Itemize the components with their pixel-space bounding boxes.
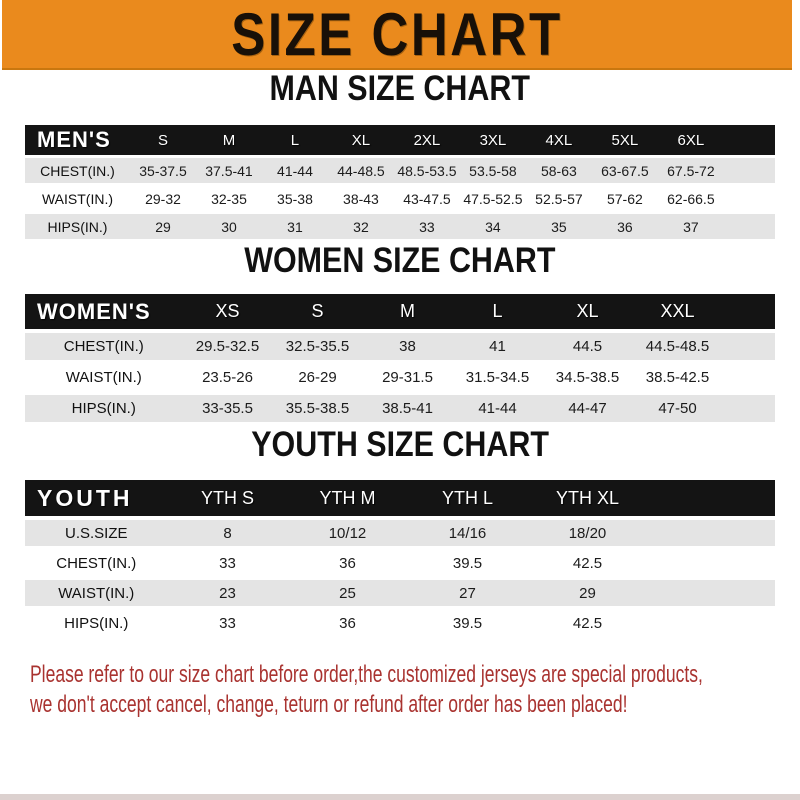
women-row-label: CHEST(IN.): [63, 338, 144, 355]
youth-size-cell: 23: [219, 584, 236, 602]
size-chart-banner: [2, 0, 792, 70]
youth-size-cell: 39.5: [452, 614, 483, 632]
women-row-filler: [723, 364, 776, 391]
women-header-filler: [723, 294, 776, 329]
men-size-cell: 29-32: [145, 190, 181, 207]
women-row-label: WAIST(IN.): [65, 369, 142, 386]
men-size-column-header: S: [157, 131, 168, 149]
women-size-column-header: S: [311, 301, 324, 321]
women-size-column-header: XXL: [660, 301, 695, 321]
women-size-cell: 23.5-26: [202, 369, 253, 386]
youth-size-cell: 10/12: [328, 524, 367, 542]
youth-header-filler: [648, 480, 776, 516]
youth-size-cell: 14/16: [448, 524, 487, 542]
man-section-heading: [0, 70, 800, 108]
men-size-column-header: M: [222, 131, 236, 149]
youth-row-label: HIPS(IN.): [64, 614, 129, 632]
youth-size-column-header: YTH S: [200, 487, 254, 508]
women-size-cell: 44.5: [572, 338, 603, 355]
men-size-cell: 38-43: [343, 190, 379, 207]
women-corner-label: WOMEN'S: [37, 298, 151, 324]
youth-row-label: CHEST(IN.): [56, 554, 137, 572]
youth-row-filler: [648, 610, 776, 636]
youth-section-heading-text: YOUTH SIZE CHART: [251, 425, 549, 464]
youth-table-row: [25, 550, 775, 576]
men-size-cell: 62-66.5: [667, 190, 715, 207]
women-size-column-header: XL: [576, 301, 599, 321]
women-size-column-header: L: [492, 301, 503, 321]
youth-size-cell: 25: [339, 584, 356, 602]
men-header-row: [25, 125, 775, 155]
women-row-filler: [723, 395, 776, 422]
men-size-cell: 29: [155, 218, 171, 235]
youth-row-filler: [648, 550, 776, 576]
youth-size-table: [25, 476, 775, 640]
men-row-filler: [724, 214, 775, 239]
men-size-column-header: 6XL: [677, 131, 705, 149]
women-size-cell: 35.5-38.5: [285, 400, 350, 417]
men-row-label: WAIST(IN.): [41, 190, 114, 207]
women-size-table: [25, 290, 775, 426]
men-size-cell: 32: [353, 218, 369, 235]
men-corner-label: MEN'S: [37, 127, 111, 152]
youth-size-cell: 27: [459, 584, 476, 602]
men-size-cell: 32-35: [211, 190, 247, 207]
men-size-cell: 67.5-72: [667, 162, 715, 179]
men-table-row: [25, 158, 775, 183]
youth-header-row: [25, 480, 775, 516]
women-size-cell: 44-47: [568, 400, 607, 417]
youth-row-filler: [648, 520, 776, 546]
youth-size-cell: 36: [339, 614, 356, 632]
man-section-heading-text: MAN SIZE CHART: [269, 69, 531, 108]
youth-size-cell: 8: [223, 524, 232, 542]
men-size-cell: 63-67.5: [601, 162, 649, 179]
men-size-cell: 31: [287, 218, 303, 235]
men-size-cell: 58-63: [540, 162, 577, 179]
women-size-cell: 32.5-35.5: [285, 338, 350, 355]
women-size-cell: 31.5-34.5: [465, 369, 530, 386]
women-row-label: HIPS(IN.): [71, 400, 136, 417]
men-size-column-header: 4XL: [545, 131, 573, 149]
order-notice-line-1: Please refer to our size chart before order,the customized jerseys are special products,: [30, 661, 703, 688]
youth-size-column-header: YTH XL: [555, 487, 620, 508]
women-size-cell: 41-44: [478, 400, 517, 417]
youth-size-cell: 29: [579, 584, 596, 602]
youth-table-row: [25, 610, 775, 636]
women-table-row: [25, 364, 775, 391]
youth-corner-label: YOUTH: [37, 484, 133, 511]
women-size-cell: 47-50: [658, 400, 697, 417]
women-size-cell: 29.5-32.5: [195, 338, 260, 355]
men-size-cell: 36: [617, 218, 633, 235]
men-table-row: [25, 186, 775, 211]
youth-size-column-header: YTH M: [319, 487, 376, 508]
men-size-cell: 33: [419, 218, 435, 235]
youth-row-label: U.S.SIZE: [64, 524, 128, 542]
bottom-edge-bar: [0, 794, 800, 800]
men-table-row: [25, 214, 775, 239]
women-table-row: [25, 333, 775, 360]
youth-section-heading: [0, 426, 800, 464]
women-size-column-header: M: [400, 301, 415, 321]
men-size-cell: 48.5-53.5: [397, 162, 457, 179]
men-size-cell: 35-38: [277, 190, 313, 207]
order-notice-line-2: we don't accept cancel, change, teturn or refund after order has been placed!: [30, 691, 628, 718]
men-size-cell: 37: [683, 218, 699, 235]
men-size-cell: 47.5-52.5: [463, 190, 523, 207]
women-row-filler: [723, 333, 776, 360]
men-size-column-header: 2XL: [413, 131, 441, 149]
men-row-label: HIPS(IN.): [47, 218, 108, 235]
women-size-cell: 44.5-48.5: [645, 338, 710, 355]
women-size-cell: 38.5-41: [382, 400, 433, 417]
men-size-cell: 53.5-58: [469, 162, 517, 179]
youth-size-cell: 42.5: [572, 614, 603, 632]
men-size-table: [25, 122, 775, 242]
women-size-column-header: XS: [215, 301, 240, 321]
youth-size-cell: 42.5: [572, 554, 603, 572]
women-size-cell: 33-35.5: [202, 400, 253, 417]
men-size-cell: 41-44: [277, 162, 313, 179]
men-header-filler: [724, 125, 775, 155]
youth-size-cell: 39.5: [452, 554, 483, 572]
banner-title: SIZE CHART: [231, 0, 563, 68]
women-size-cell: 38: [399, 338, 416, 355]
men-size-column-header: 3XL: [479, 131, 507, 149]
youth-size-cell: 33: [219, 614, 236, 632]
women-table-row: [25, 395, 775, 422]
men-size-cell: 52.5-57: [535, 190, 583, 207]
men-size-cell: 35: [551, 218, 567, 235]
men-size-cell: 43-47.5: [403, 190, 451, 207]
men-size-column-header: XL: [351, 131, 371, 149]
women-size-cell: 34.5-38.5: [555, 369, 620, 386]
women-section-heading-text: WOMEN SIZE CHART: [244, 241, 556, 280]
women-size-cell: 26-29: [298, 369, 337, 386]
youth-row-filler: [648, 580, 776, 606]
women-size-cell: 41: [489, 338, 506, 355]
women-section-heading: [0, 242, 800, 280]
men-row-filler: [724, 158, 775, 183]
men-size-cell: 57-62: [606, 190, 643, 207]
youth-size-cell: 18/20: [568, 524, 607, 542]
order-notice: [0, 660, 800, 720]
youth-table-row: [25, 580, 775, 606]
youth-size-cell: 36: [339, 554, 356, 572]
men-size-column-header: 5XL: [611, 131, 639, 149]
women-size-cell: 38.5-42.5: [645, 369, 710, 386]
men-size-cell: 44-48.5: [337, 162, 385, 179]
youth-size-cell: 33: [219, 554, 236, 572]
men-row-filler: [724, 186, 775, 211]
women-size-cell: 29-31.5: [382, 369, 433, 386]
men-size-cell: 37.5-41: [205, 162, 253, 179]
women-header-row: [25, 294, 775, 329]
men-size-cell: 30: [221, 218, 237, 235]
men-size-column-header: L: [290, 131, 300, 149]
men-row-label: CHEST(IN.): [40, 162, 115, 179]
men-size-cell: 34: [485, 218, 501, 235]
youth-table-row: [25, 520, 775, 546]
youth-size-column-header: YTH L: [441, 487, 493, 508]
men-size-cell: 35-37.5: [139, 162, 187, 179]
youth-row-label: WAIST(IN.): [58, 584, 135, 602]
